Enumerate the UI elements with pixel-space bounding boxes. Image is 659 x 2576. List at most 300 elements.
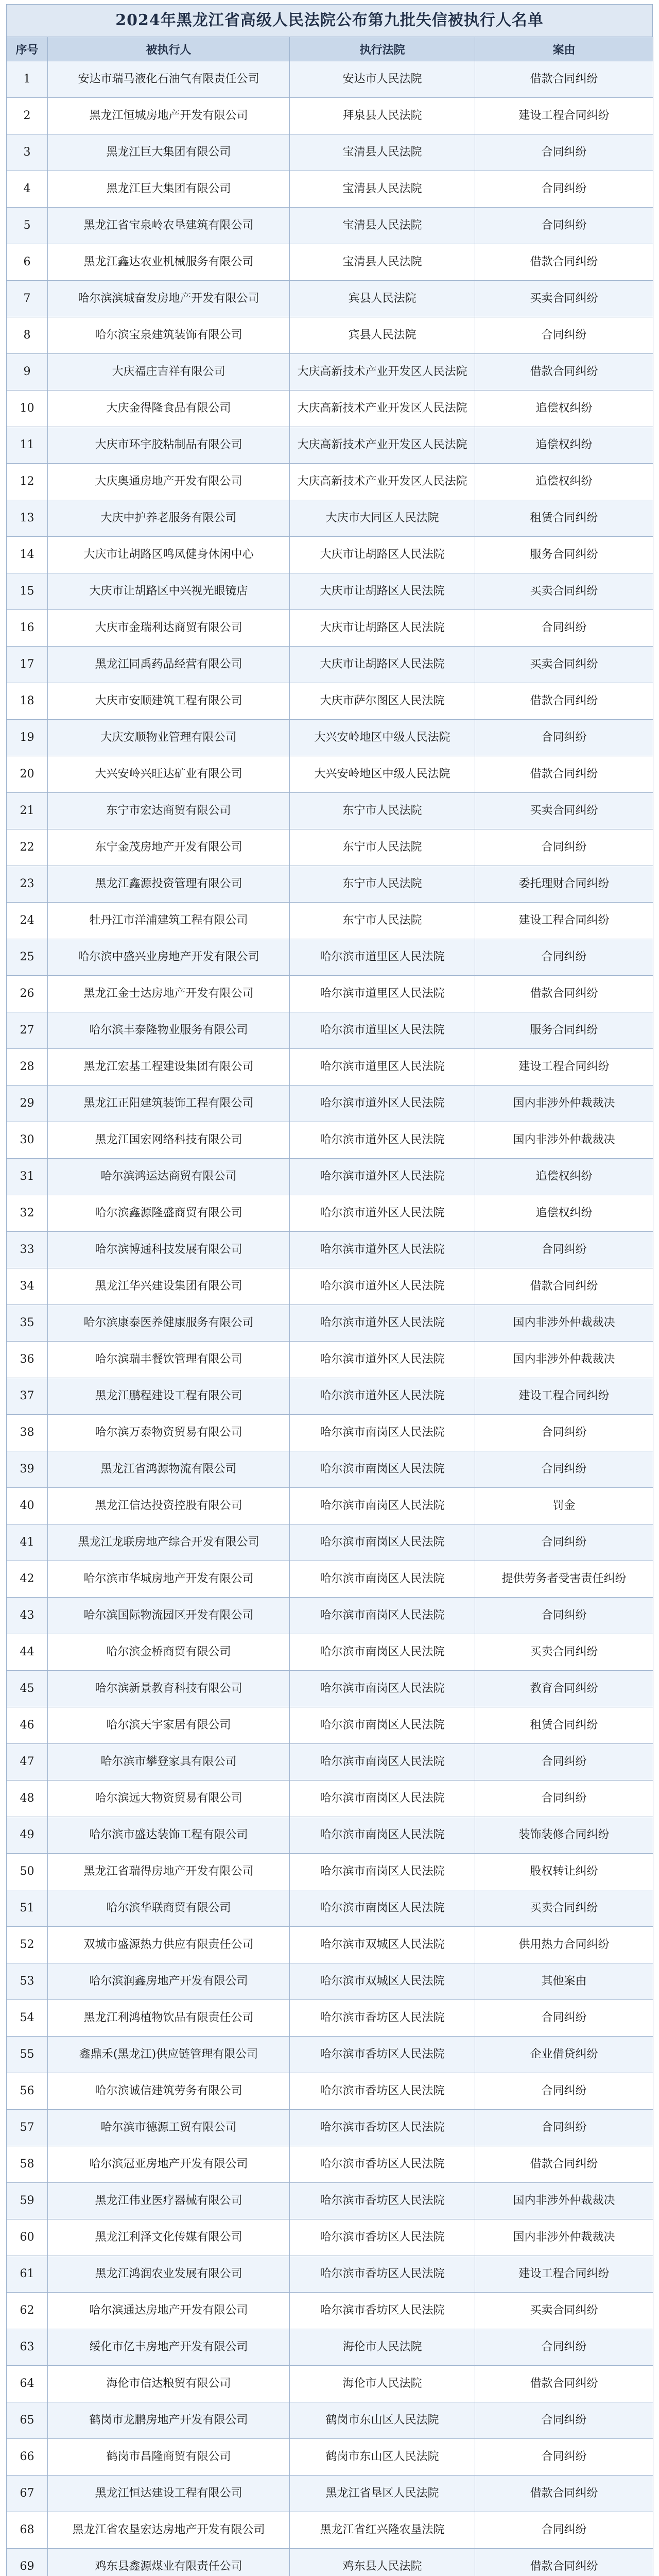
cell-no: 49 [7,1817,48,1854]
table-row [7,1012,653,1049]
cell-name: 黑龙江正阳建筑装饰工程有限公司 [48,1086,290,1122]
table-row [7,1561,653,1598]
cell-name: 哈尔滨天宇家居有限公司 [48,1707,290,1744]
cell-name: 黑龙江宏基工程建设集团有限公司 [48,1049,290,1086]
cell-court: 大庆高新技术产业开发区人民法院 [290,391,475,427]
cell-no: 10 [7,391,48,427]
cell-court: 哈尔滨市南岗区人民法院 [290,1817,475,1854]
cell-name: 黑龙江华兴建设集团有限公司 [48,1268,290,1305]
cell-name: 黑龙江利鸿植物饮品有限责任公司 [48,2000,290,2037]
cell-name: 哈尔滨滨城奋发房地产开发有限公司 [48,281,290,317]
cell-cause: 买卖合同纠纷 [475,793,653,829]
cell-name: 黑龙江鑫达农业机械服务有限公司 [48,244,290,281]
cell-no: 7 [7,281,48,317]
cell-name: 哈尔滨润鑫房地产开发有限公司 [48,1963,290,2000]
cell-no: 14 [7,537,48,573]
cell-cause: 借款合同纠纷 [475,683,653,720]
cell-cause: 建设工程合同纠纷 [475,98,653,134]
cell-name: 哈尔滨丰泰隆物业服务有限公司 [48,1012,290,1049]
table-row [7,537,653,573]
cell-cause: 借款合同纠纷 [475,354,653,391]
cell-court: 哈尔滨市南岗区人民法院 [290,1488,475,1524]
cell-no: 23 [7,866,48,903]
cell-no: 50 [7,1854,48,1890]
cell-no: 28 [7,1049,48,1086]
cell-court: 哈尔滨市南岗区人民法院 [290,1598,475,1634]
cell-court: 宝清县人民法院 [290,208,475,244]
table-row [7,1378,653,1415]
cell-name: 黑龙江省宝泉岭农垦建筑有限公司 [48,208,290,244]
cell-no: 59 [7,2183,48,2219]
cell-name: 双城市盛源热力供应有限责任公司 [48,1927,290,1963]
cell-no: 19 [7,720,48,756]
cell-court: 大庆市让胡路区人民法院 [290,647,475,683]
table-row [7,2037,653,2073]
cell-no: 34 [7,1268,48,1305]
cell-name: 大庆金得隆食品有限公司 [48,391,290,427]
cell-name: 鹤岗市昌隆商贸有限公司 [48,2439,290,2476]
table-row [7,134,653,171]
cell-cause: 教育合同纠纷 [475,1671,653,1707]
cell-no: 44 [7,1634,48,1671]
cell-cause: 股权转让纠纷 [475,1854,653,1890]
cell-no: 17 [7,647,48,683]
table-row [7,171,653,208]
table-row [7,756,653,793]
cell-cause: 合同纠纷 [475,2439,653,2476]
cell-cause: 买卖合同纠纷 [475,1634,653,1671]
cell-cause: 建设工程合同纠纷 [475,1049,653,1086]
cell-cause: 买卖合同纠纷 [475,573,653,610]
cell-no: 64 [7,2366,48,2402]
cell-no: 11 [7,427,48,464]
cell-cause: 服务合同纠纷 [475,1012,653,1049]
table-row [7,2073,653,2110]
cell-court: 哈尔滨市香坊区人民法院 [290,2146,475,2183]
cell-no: 26 [7,976,48,1012]
cell-court: 鹤岗市东山区人民法院 [290,2439,475,2476]
cell-no: 54 [7,2000,48,2037]
cell-cause: 罚金 [475,1488,653,1524]
table-row [7,2183,653,2219]
cell-cause: 国内非涉外仲裁裁决 [475,1086,653,1122]
cell-no: 43 [7,1598,48,1634]
table-row [7,2549,653,2576]
cell-no: 4 [7,171,48,208]
cell-court: 哈尔滨市道外区人民法院 [290,1122,475,1159]
cell-no: 15 [7,573,48,610]
cell-name: 大庆奥通房地产开发有限公司 [48,464,290,500]
cell-court: 哈尔滨市南岗区人民法院 [290,1890,475,1927]
cell-no: 57 [7,2110,48,2146]
cell-no: 29 [7,1086,48,1122]
cell-no: 47 [7,1744,48,1781]
cell-no: 53 [7,1963,48,2000]
cell-court: 哈尔滨市南岗区人民法院 [290,1707,475,1744]
cell-cause: 追偿权纠纷 [475,391,653,427]
table-row [7,647,653,683]
cell-no: 68 [7,2512,48,2549]
cell-name: 黑龙江信达投资控股有限公司 [48,1488,290,1524]
cell-name: 哈尔滨鸿运达商贸有限公司 [48,1159,290,1195]
cell-cause: 追偿权纠纷 [475,427,653,464]
cell-cause: 合同纠纷 [475,939,653,976]
cell-name: 哈尔滨市华城房地产开发有限公司 [48,1561,290,1598]
cell-no: 3 [7,134,48,171]
table-row [7,1451,653,1488]
table-row [7,829,653,866]
table-row [7,939,653,976]
cell-court: 哈尔滨市道里区人民法院 [290,976,475,1012]
table-row [7,354,653,391]
cell-cause: 借款合同纠纷 [475,61,653,98]
table-row [7,2366,653,2402]
cell-name: 海伦市信达粮贸有限公司 [48,2366,290,2402]
cell-cause: 买卖合同纠纷 [475,281,653,317]
cell-court: 东宁市人民法院 [290,866,475,903]
table-row [7,1890,653,1927]
table-row [7,683,653,720]
cell-cause: 供用热力合同纠纷 [475,1927,653,1963]
cell-court: 哈尔滨市南岗区人民法院 [290,1415,475,1451]
cell-name: 哈尔滨万泰物资贸易有限公司 [48,1415,290,1451]
cell-court: 宝清县人民法院 [290,244,475,281]
cell-cause: 借款合同纠纷 [475,244,653,281]
cell-no: 30 [7,1122,48,1159]
cell-name: 哈尔滨冠亚房地产开发有限公司 [48,2146,290,2183]
table-row [7,2000,653,2037]
cell-name: 黑龙江巨大集团有限公司 [48,134,290,171]
table-row [7,1086,653,1122]
cell-court: 鹤岗市东山区人民法院 [290,2402,475,2439]
cell-no: 33 [7,1232,48,1268]
table-row [7,1707,653,1744]
table-header-row [7,37,653,61]
cell-cause: 服务合同纠纷 [475,537,653,573]
cell-name: 大庆福庄吉祥有限公司 [48,354,290,391]
table-row [7,2293,653,2329]
cell-court: 哈尔滨市道外区人民法院 [290,1305,475,1342]
cell-cause: 合同纠纷 [475,1451,653,1488]
cell-court: 哈尔滨市南岗区人民法院 [290,1634,475,1671]
cell-court: 哈尔滨市香坊区人民法院 [290,2110,475,2146]
cell-cause: 国内非涉外仲裁裁决 [475,1342,653,1378]
cell-no: 1 [7,61,48,98]
cell-court: 哈尔滨市道外区人民法院 [290,1378,475,1415]
cell-court: 哈尔滨市香坊区人民法院 [290,2183,475,2219]
cell-no: 41 [7,1524,48,1561]
cell-cause: 国内非涉外仲裁裁决 [475,2183,653,2219]
table-row [7,98,653,134]
cell-name: 大庆市让胡路区鸣凤健身休闲中心 [48,537,290,573]
cell-court: 宝清县人民法院 [290,134,475,171]
table-row [7,464,653,500]
table-row [7,1744,653,1781]
cell-no: 22 [7,829,48,866]
table-row [7,500,653,537]
cell-court: 大庆市萨尔图区人民法院 [290,683,475,720]
table-row [7,1598,653,1634]
cell-name: 哈尔滨市攀登家具有限公司 [48,1744,290,1781]
cell-cause: 借款合同纠纷 [475,2146,653,2183]
cell-no: 18 [7,683,48,720]
cell-cause: 租赁合同纠纷 [475,1707,653,1744]
cell-court: 哈尔滨市道外区人民法院 [290,1342,475,1378]
header-no: 序号 [7,37,48,61]
cell-name: 哈尔滨金桥商贸有限公司 [48,1634,290,1671]
cell-cause: 合同纠纷 [475,1232,653,1268]
cell-no: 36 [7,1342,48,1378]
cell-cause: 合同纠纷 [475,208,653,244]
cell-no: 55 [7,2037,48,2073]
cell-cause: 国内非涉外仲裁裁决 [475,1305,653,1342]
cell-court: 东宁市人民法院 [290,829,475,866]
cell-court: 哈尔滨市双城区人民法院 [290,1963,475,2000]
cell-name: 大庆市金瑞利达商贸有限公司 [48,610,290,647]
cell-no: 45 [7,1671,48,1707]
cell-name: 黑龙江省农垦宏达房地产开发有限公司 [48,2512,290,2549]
cell-no: 46 [7,1707,48,1744]
table-row [7,2146,653,2183]
cell-court: 大庆市大同区人民法院 [290,500,475,537]
cell-cause: 借款合同纠纷 [475,1268,653,1305]
cell-no: 48 [7,1781,48,1817]
cell-no: 21 [7,793,48,829]
table-row [7,1634,653,1671]
table-row [7,1524,653,1561]
cell-no: 40 [7,1488,48,1524]
cell-court: 哈尔滨市南岗区人民法院 [290,1451,475,1488]
cell-name: 黑龙江巨大集团有限公司 [48,171,290,208]
cell-court: 大兴安岭地区中级人民法院 [290,720,475,756]
cell-court: 大庆高新技术产业开发区人民法院 [290,464,475,500]
cell-no: 62 [7,2293,48,2329]
table-row [7,1927,653,1963]
cell-court: 大庆市让胡路区人民法院 [290,573,475,610]
cell-no: 37 [7,1378,48,1415]
header-cause: 案由 [475,37,653,61]
cell-no: 20 [7,756,48,793]
table-row [7,1817,653,1854]
cell-court: 黑龙江省垦区人民法院 [290,2476,475,2512]
table-row [7,1963,653,2000]
cell-cause: 买卖合同纠纷 [475,647,653,683]
table-row [7,2329,653,2366]
cell-cause: 追偿权纠纷 [475,1195,653,1232]
cell-court: 哈尔滨市道外区人民法院 [290,1232,475,1268]
table-row [7,244,653,281]
cell-name: 绥化市亿丰房地产开发有限公司 [48,2329,290,2366]
cell-court: 大庆高新技术产业开发区人民法院 [290,427,475,464]
cell-name: 鸡东县鑫源煤业有限责任公司 [48,2549,290,2576]
cell-court: 哈尔滨市香坊区人民法院 [290,2219,475,2256]
cell-name: 哈尔滨通达房地产开发有限公司 [48,2293,290,2329]
cell-name: 大庆中护养老服务有限公司 [48,500,290,537]
cell-cause: 企业借贷纠纷 [475,2037,653,2073]
cell-name: 大庆安顺物业管理有限公司 [48,720,290,756]
cell-court: 哈尔滨市香坊区人民法院 [290,2256,475,2293]
cell-name: 鹤岗市龙鹏房地产开发有限公司 [48,2402,290,2439]
cell-name: 哈尔滨华联商贸有限公司 [48,1890,290,1927]
cell-court: 哈尔滨市道外区人民法院 [290,1195,475,1232]
cell-court: 哈尔滨市道里区人民法院 [290,939,475,976]
table-row [7,1268,653,1305]
cell-court: 哈尔滨市香坊区人民法院 [290,2293,475,2329]
cell-no: 2 [7,98,48,134]
cell-name: 哈尔滨宝泉建筑装饰有限公司 [48,317,290,354]
cell-name: 哈尔滨远大物资贸易有限公司 [48,1781,290,1817]
cell-court: 哈尔滨市双城区人民法院 [290,1927,475,1963]
cell-no: 65 [7,2402,48,2439]
cell-cause: 合同纠纷 [475,829,653,866]
cell-court: 哈尔滨市南岗区人民法院 [290,1744,475,1781]
cell-name: 黑龙江省瑞得房地产开发有限公司 [48,1854,290,1890]
cell-cause: 买卖合同纠纷 [475,1890,653,1927]
cell-name: 东宁金茂房地产开发有限公司 [48,829,290,866]
cell-no: 60 [7,2219,48,2256]
cell-cause: 借款合同纠纷 [475,2476,653,2512]
cell-court: 拜泉县人民法院 [290,98,475,134]
cell-cause: 装饰装修合同纠纷 [475,1817,653,1854]
table-row [7,793,653,829]
cell-no: 66 [7,2439,48,2476]
table-row [7,2219,653,2256]
cell-name: 黑龙江恒达建设工程有限公司 [48,2476,290,2512]
cell-name: 东宁市宏达商贸有限公司 [48,793,290,829]
table-row [7,61,653,98]
cell-no: 24 [7,903,48,939]
cell-court: 哈尔滨市香坊区人民法院 [290,2073,475,2110]
table-row [7,1415,653,1451]
cell-court: 海伦市人民法院 [290,2329,475,2366]
table-row [7,2256,653,2293]
cell-no: 69 [7,2549,48,2576]
document-title: 2024年黑龙江省高级人民法院公布第九批失信被执行人名单 [6,4,653,37]
cell-name: 哈尔滨瑞丰餐饮管理有限公司 [48,1342,290,1378]
table-row [7,1195,653,1232]
cell-cause: 借款合同纠纷 [475,756,653,793]
table-row [7,2512,653,2549]
cell-name: 大庆市环宇胶粘制品有限公司 [48,427,290,464]
cell-court: 哈尔滨市香坊区人民法院 [290,2037,475,2073]
cell-court: 哈尔滨市南岗区人民法院 [290,1781,475,1817]
cell-no: 8 [7,317,48,354]
cell-court: 大庆高新技术产业开发区人民法院 [290,354,475,391]
defaulter-table [6,37,653,2576]
cell-cause: 追偿权纠纷 [475,1159,653,1195]
cell-court: 哈尔滨市南岗区人民法院 [290,1854,475,1890]
table-row [7,2476,653,2512]
table-row [7,1049,653,1086]
table-body [7,61,653,2576]
cell-cause: 合同纠纷 [475,1415,653,1451]
cell-cause: 合同纠纷 [475,2402,653,2439]
cell-name: 黑龙江省鸿源物流有限公司 [48,1451,290,1488]
table-row [7,1781,653,1817]
cell-court: 哈尔滨市道里区人民法院 [290,1012,475,1049]
cell-name: 安达市瑞马液化石油气有限责任公司 [48,61,290,98]
table-row [7,1305,653,1342]
cell-name: 哈尔滨鑫源隆盛商贸有限公司 [48,1195,290,1232]
cell-cause: 合同纠纷 [475,2110,653,2146]
table-row [7,2402,653,2439]
cell-no: 6 [7,244,48,281]
cell-name: 哈尔滨市德源工贸有限公司 [48,2110,290,2146]
cell-court: 哈尔滨市道外区人民法院 [290,1268,475,1305]
cell-cause: 合同纠纷 [475,2512,653,2549]
table-row [7,610,653,647]
table-row [7,208,653,244]
cell-court: 哈尔滨市道外区人民法院 [290,1159,475,1195]
cell-cause: 合同纠纷 [475,134,653,171]
cell-no: 67 [7,2476,48,2512]
cell-cause: 买卖合同纠纷 [475,2293,653,2329]
cell-court: 哈尔滨市道外区人民法院 [290,1086,475,1122]
cell-name: 哈尔滨博通科技发展有限公司 [48,1232,290,1268]
table-row [7,1342,653,1378]
cell-cause: 建设工程合同纠纷 [475,2256,653,2293]
cell-no: 58 [7,2146,48,2183]
cell-court: 黑龙江省红兴隆农垦法院 [290,2512,475,2549]
cell-name: 大兴安岭兴旺达矿业有限公司 [48,756,290,793]
cell-name: 黑龙江鸿润农业发展有限公司 [48,2256,290,2293]
cell-no: 25 [7,939,48,976]
cell-name: 哈尔滨康泰医养健康服务有限公司 [48,1305,290,1342]
cell-name: 哈尔滨国际物流园区开发有限公司 [48,1598,290,1634]
cell-court: 宾县人民法院 [290,317,475,354]
cell-name: 哈尔滨新景教育科技有限公司 [48,1671,290,1707]
cell-cause: 合同纠纷 [475,2000,653,2037]
table-row [7,427,653,464]
cell-court: 哈尔滨市道里区人民法院 [290,1049,475,1086]
cell-cause: 合同纠纷 [475,317,653,354]
cell-name: 哈尔滨中盛兴业房地产开发有限公司 [48,939,290,976]
table-row [7,317,653,354]
cell-cause: 国内非涉外仲裁裁决 [475,1122,653,1159]
cell-name: 黑龙江金士达房地产开发有限公司 [48,976,290,1012]
table-row [7,903,653,939]
header-name: 被执行人 [48,37,290,61]
cell-no: 63 [7,2329,48,2366]
table-row [7,391,653,427]
table-row [7,1159,653,1195]
cell-no: 42 [7,1561,48,1598]
cell-name: 哈尔滨诚信建筑劳务有限公司 [48,2073,290,2110]
cell-cause: 委托理财合同纠纷 [475,866,653,903]
cell-court: 大庆市让胡路区人民法院 [290,537,475,573]
cell-cause: 合同纠纷 [475,610,653,647]
cell-name: 黑龙江伟业医疗器械有限公司 [48,2183,290,2219]
cell-no: 52 [7,1927,48,1963]
cell-court: 哈尔滨市南岗区人民法院 [290,1671,475,1707]
cell-no: 27 [7,1012,48,1049]
cell-court: 大兴安岭地区中级人民法院 [290,756,475,793]
cell-name: 黑龙江同禹药品经营有限公司 [48,647,290,683]
table-row [7,866,653,903]
cell-court: 东宁市人民法院 [290,903,475,939]
table-row [7,281,653,317]
cell-cause: 追偿权纠纷 [475,464,653,500]
table-row [7,2439,653,2476]
cell-court: 哈尔滨市南岗区人民法院 [290,1524,475,1561]
table-row [7,2110,653,2146]
cell-cause: 建设工程合同纠纷 [475,903,653,939]
cell-name: 黑龙江恒城房地产开发有限公司 [48,98,290,134]
cell-name: 大庆市让胡路区中兴视光眼镜店 [48,573,290,610]
cell-cause: 合同纠纷 [475,1524,653,1561]
cell-cause: 借款合同纠纷 [475,976,653,1012]
cell-no: 9 [7,354,48,391]
